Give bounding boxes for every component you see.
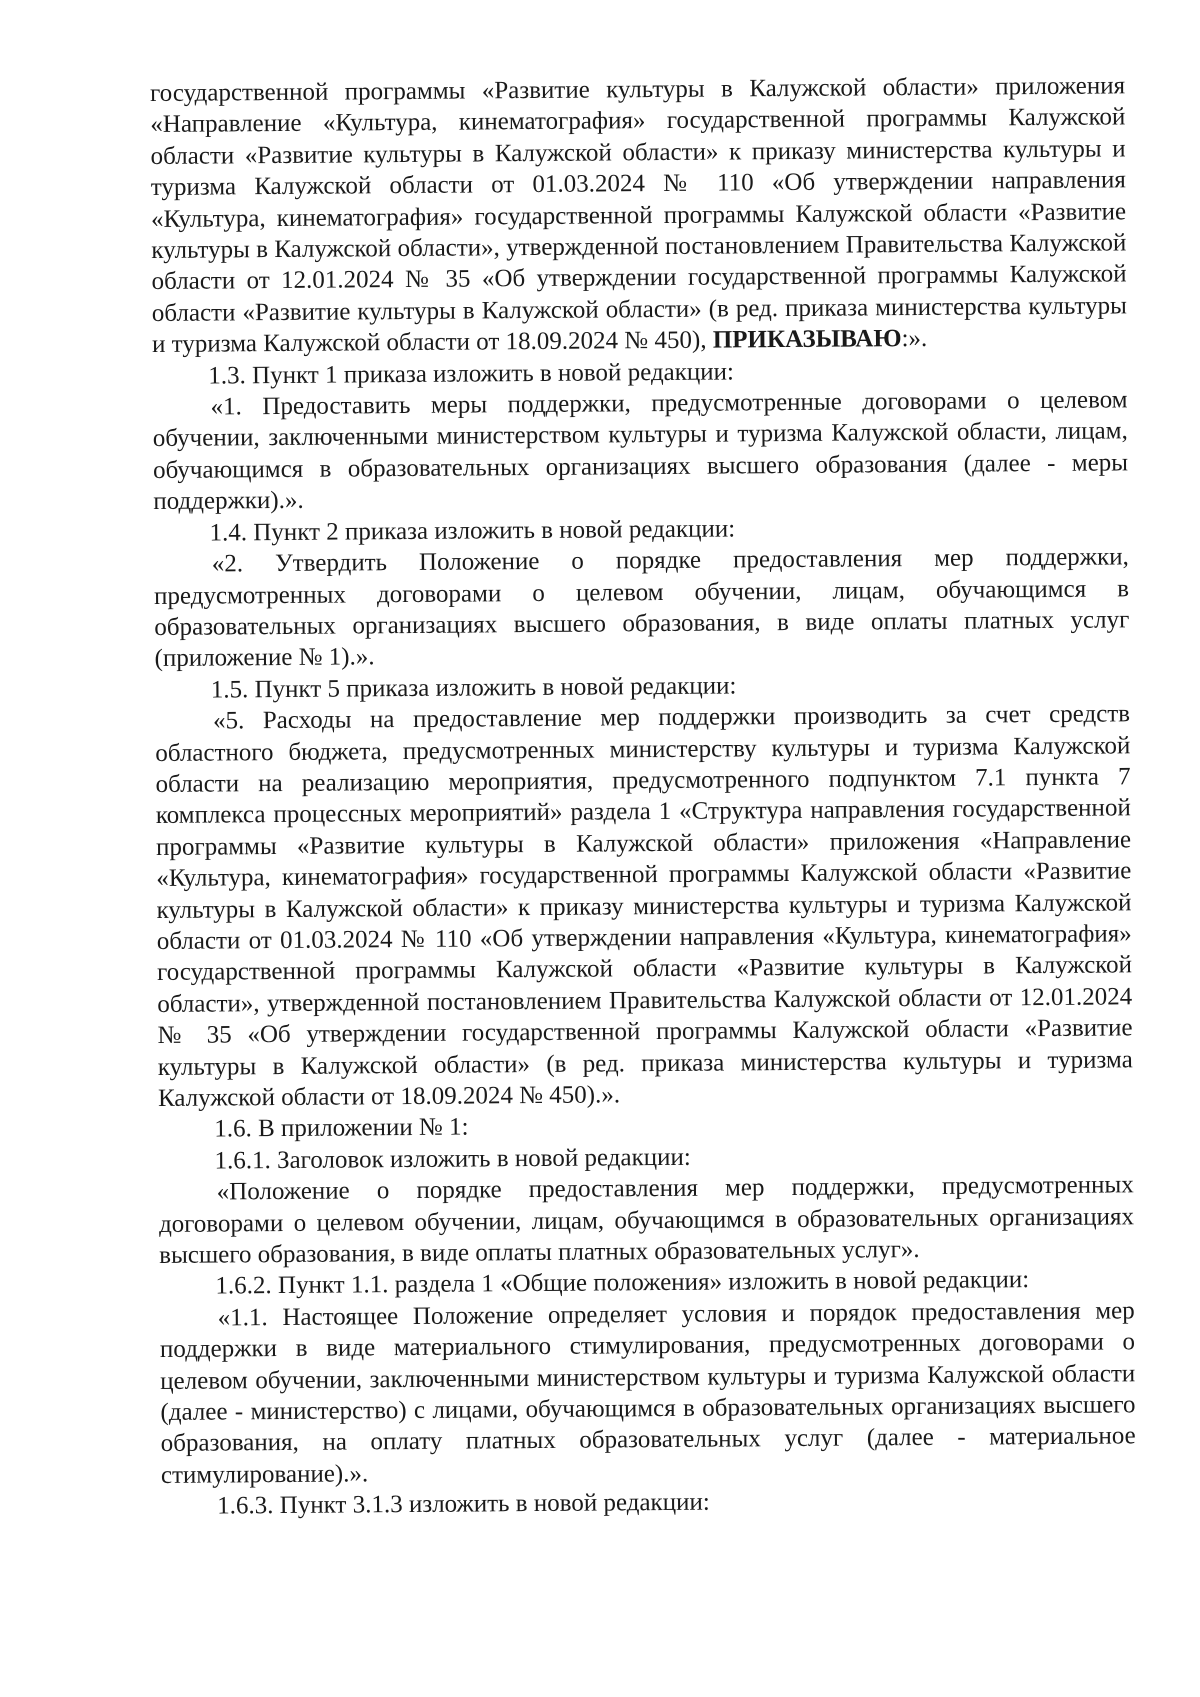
document-page xyxy=(150,70,1136,1522)
paragraph-text-end: :». xyxy=(901,325,928,353)
bold-keyword: ПРИКАЗЫВАЮ xyxy=(712,325,902,354)
clause-1-6: 1.6. В приложении № 1: xyxy=(214,1113,469,1143)
clause-1-6-1: 1.6.1. Заголовок изложить в новой редакции: xyxy=(214,1143,691,1175)
clause-1-6-2-text: «1.1. Настоящее Положение определяет условия и порядок предоставления мер поддержки в виде материального стимулирования, предусмотренных договорами о целевом обучении, заключенными министерством культуры и туризма Калужской области (далее - министерство) с лицами, обучающимся в образовательных организациях высшего образования, на оплату платных образовательных услуг (далее - материальное стимулирование).». xyxy=(159,1297,1136,1489)
clause-1-6-1-text: «Положение о порядке предоставления мер поддержки, предусмотренных договорами о целевом обучении, лицам, обучающимся в образовательных организациях высшего образования, в виде оплаты платных образовательных услуг». xyxy=(158,1171,1135,1269)
clause-1-4: 1.4. Пункт 2 приказа изложить в новой редакции: xyxy=(209,515,736,547)
clause-1-4-text: «2. Утвердить Положение о порядке предоставления мер поддержки, предусмотренных договорами о целевом обучении, лицам, обучающимся в образовательных организациях высшего образования, в виде оплаты платных услуг (приложение № 1).». xyxy=(153,543,1130,673)
clause-1-3: 1.3. Пункт 1 приказа изложить в новой редакции: xyxy=(208,358,735,390)
clause-1-5: 1.5. Пункт 5 приказа изложить в новой редакции: xyxy=(210,672,737,704)
clause-1-6-3: 1.6.3. Пункт 3.1.3 изложить в новой редакции: xyxy=(217,1488,710,1520)
paragraph-continuation xyxy=(150,70,1127,360)
clause-1-5-text: «5. Расходы на предоставление мер поддержки производить за счет средств областного бюджета, предусмотренных министерству культуры и туризма Калужской области на реализацию мероприятия, предусмотренного подпунктом 7.1 пункта 7 комплекса процессных мероприятий» раздела 1 «Структура направления государственной программы «Развитие культуры в Калужской области» приложения «Направление «Культура, кинематография» государственной программы Калужской области «Развитие культуры в Калужской области» к приказу министерства культуры и туризма Калужской области от 01.03.2024 № 110 «Об утверждении направления «Культура, кинематография» государственной программы Калужской области «Развитие культуры в Калужской области», утвержденной постановлением Правительства Калужской области от 12.01.2024 № 35 «Об утверждении государственной программы Калужской области «Развитие культуры в Калужской области» (в ред. приказа министерства культуры и туризма Калужской области от 18.09.2024 № 450).». xyxy=(155,700,1133,1112)
clause-1-3-text: «1. Предоставить меры поддержки, предусмотренные договорами о целевом обучении, заключенными министерством культуры и туризма Калужской области, лицам, обучающимся в образовательных организациях высшего образования (далее - меры поддержки).». xyxy=(152,386,1129,516)
clause-1-6-2: 1.6.2. Пункт 1.1. раздела 1 «Общие положения» изложить в новой редакции: xyxy=(215,1266,1030,1300)
paragraph-text: государственной программы «Развитие культуры в Калужской области» приложения «Направление «Культура, кинематография» государственной программы Калужской области «Развитие культуры в Калужской области» к приказу министерства культуры и туризма Калужской области от 01.03.2024 № 110 «Об утверждении направления «Культура, кинематография» государственной программы Калужской области «Развитие культуры в Калужской области», утвержденной постановлением Правительства Калужской области от 12.01.2024 № 35 «Об утверждении государственной программы Калужской области «Развитие культуры в Калужской области» (в ред. приказа министерства культуры и туризма Калужской области от 18.09.2024 № 450), xyxy=(150,72,1127,359)
